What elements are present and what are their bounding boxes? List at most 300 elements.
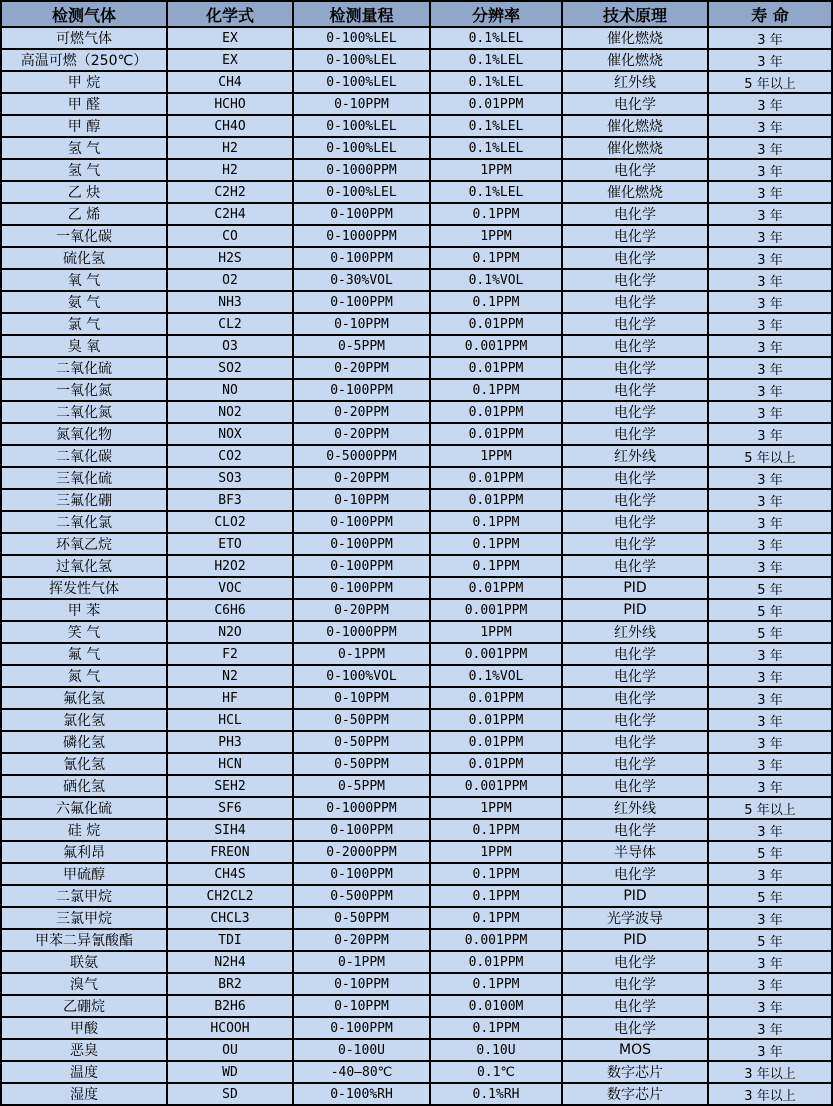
cell-gas-name: 氨 气	[1, 291, 167, 313]
cell-detection-range: 0-5PPM	[293, 335, 430, 357]
table-row	[1, 445, 832, 467]
cell-gas-name: 可燃气体	[1, 27, 167, 49]
table-row	[1, 775, 832, 797]
cell-gas-name: 氟利昂	[1, 841, 167, 863]
table-row	[1, 71, 832, 93]
cell-detection-range: 0-100%RH	[293, 1083, 430, 1105]
cell-detection-range: 0-1PPM	[293, 643, 430, 665]
cell-technology-principle: 电化学	[562, 379, 708, 401]
cell-lifespan: 3 年	[708, 225, 832, 247]
cell-detection-range: 0-50PPM	[293, 731, 430, 753]
cell-chemical-formula: NH3	[167, 291, 293, 313]
cell-technology-principle: 电化学	[562, 467, 708, 489]
cell-chemical-formula: CH4S	[167, 863, 293, 885]
cell-technology-principle: 半导体	[562, 841, 708, 863]
cell-resolution: 0.001PPM	[430, 643, 562, 665]
cell-resolution: 1PPM	[430, 159, 562, 181]
cell-chemical-formula: H2	[167, 159, 293, 181]
cell-detection-range: 0-100PPM	[293, 533, 430, 555]
cell-resolution: 0.1PPM	[430, 291, 562, 313]
table-head	[1, 1, 832, 27]
cell-detection-range: 0-1000PPM	[293, 225, 430, 247]
cell-resolution: 0.01PPM	[430, 753, 562, 775]
table-row	[1, 907, 832, 929]
table-row	[1, 27, 832, 49]
cell-resolution: 0.01PPM	[430, 467, 562, 489]
table-row	[1, 269, 832, 291]
table-row	[1, 335, 832, 357]
cell-chemical-formula: EX	[167, 49, 293, 71]
header-row	[1, 1, 832, 27]
cell-technology-principle: 电化学	[562, 709, 708, 731]
table-body	[1, 27, 832, 1105]
cell-technology-principle: 电化学	[562, 863, 708, 885]
cell-resolution: 0.01PPM	[430, 687, 562, 709]
cell-detection-range: 0-1PPM	[293, 951, 430, 973]
cell-gas-name: 过氧化氢	[1, 555, 167, 577]
cell-chemical-formula: SIH4	[167, 819, 293, 841]
cell-detection-range: 0-100%LEL	[293, 181, 430, 203]
cell-technology-principle: 电化学	[562, 225, 708, 247]
cell-chemical-formula: N2O	[167, 621, 293, 643]
table-row	[1, 93, 832, 115]
cell-chemical-formula: O2	[167, 269, 293, 291]
cell-lifespan: 5 年	[708, 621, 832, 643]
cell-chemical-formula: BR2	[167, 973, 293, 995]
cell-technology-principle: 电化学	[562, 269, 708, 291]
cell-resolution: 0.001PPM	[430, 929, 562, 951]
cell-resolution: 0.01PPM	[430, 951, 562, 973]
cell-technology-principle: 电化学	[562, 753, 708, 775]
cell-gas-name: 三氟化硼	[1, 489, 167, 511]
cell-gas-name: 乙 烯	[1, 203, 167, 225]
cell-chemical-formula: NOX	[167, 423, 293, 445]
table-row	[1, 643, 832, 665]
cell-resolution: 0.1PPM	[430, 1017, 562, 1039]
cell-chemical-formula: N2H4	[167, 951, 293, 973]
cell-gas-name: 甲 烷	[1, 71, 167, 93]
cell-technology-principle: 电化学	[562, 313, 708, 335]
cell-detection-range: 0-1000PPM	[293, 797, 430, 819]
table-row	[1, 555, 832, 577]
cell-technology-principle: 红外线	[562, 621, 708, 643]
cell-detection-range: 0-100PPM	[293, 577, 430, 599]
cell-lifespan: 3 年	[708, 533, 832, 555]
table-row	[1, 665, 832, 687]
column-header-technology-principle: 技术原理	[562, 1, 708, 27]
cell-resolution: 0.1%RH	[430, 1083, 562, 1105]
cell-detection-range: 0-20PPM	[293, 929, 430, 951]
cell-technology-principle: 电化学	[562, 775, 708, 797]
cell-lifespan: 3 年	[708, 863, 832, 885]
cell-resolution: 0.1%VOL	[430, 269, 562, 291]
cell-gas-name: 一氧化氮	[1, 379, 167, 401]
table-row	[1, 1061, 832, 1083]
cell-lifespan: 3 年	[708, 951, 832, 973]
table-row	[1, 929, 832, 951]
table-row	[1, 357, 832, 379]
cell-gas-name: 氢 气	[1, 137, 167, 159]
table-row	[1, 885, 832, 907]
cell-resolution: 0.1PPM	[430, 885, 562, 907]
cell-chemical-formula: CO2	[167, 445, 293, 467]
table-row	[1, 291, 832, 313]
cell-technology-principle: 红外线	[562, 797, 708, 819]
cell-gas-name: 甲 苯	[1, 599, 167, 621]
cell-chemical-formula: TDI	[167, 929, 293, 951]
cell-gas-name: 氯化氢	[1, 709, 167, 731]
cell-lifespan: 5 年	[708, 885, 832, 907]
cell-resolution: 0.1PPM	[430, 973, 562, 995]
cell-chemical-formula: FREON	[167, 841, 293, 863]
cell-lifespan: 3 年	[708, 973, 832, 995]
cell-lifespan: 3 年以上	[708, 1061, 832, 1083]
cell-technology-principle: 电化学	[562, 335, 708, 357]
cell-lifespan: 5 年以上	[708, 445, 832, 467]
cell-technology-principle: 电化学	[562, 643, 708, 665]
cell-detection-range: 0-5000PPM	[293, 445, 430, 467]
cell-detection-range: 0-100PPM	[293, 247, 430, 269]
column-header-detection-range: 检测量程	[293, 1, 430, 27]
cell-gas-name: 磷化氢	[1, 731, 167, 753]
cell-detection-range: 0-20PPM	[293, 357, 430, 379]
cell-technology-principle: 电化学	[562, 357, 708, 379]
cell-gas-name: 环氧乙烷	[1, 533, 167, 555]
cell-gas-name: 笑 气	[1, 621, 167, 643]
cell-detection-range: 0-100%LEL	[293, 115, 430, 137]
cell-lifespan: 3 年	[708, 643, 832, 665]
cell-resolution: 1PPM	[430, 797, 562, 819]
cell-lifespan: 3 年	[708, 423, 832, 445]
cell-lifespan: 3 年	[708, 49, 832, 71]
cell-technology-principle: 电化学	[562, 731, 708, 753]
cell-technology-principle: 电化学	[562, 247, 708, 269]
cell-detection-range: 0-100PPM	[293, 863, 430, 885]
cell-gas-name: 甲苯二异氰酸酯	[1, 929, 167, 951]
cell-chemical-formula: C6H6	[167, 599, 293, 621]
cell-chemical-formula: H2	[167, 137, 293, 159]
cell-detection-range: 0-100%LEL	[293, 71, 430, 93]
cell-detection-range: 0-100%LEL	[293, 27, 430, 49]
cell-gas-name: 一氧化碳	[1, 225, 167, 247]
cell-technology-principle: PID	[562, 885, 708, 907]
cell-technology-principle: 红外线	[562, 445, 708, 467]
cell-lifespan: 3 年以上	[708, 1083, 832, 1105]
table-row	[1, 1017, 832, 1039]
cell-technology-principle: 催化燃烧	[562, 181, 708, 203]
cell-detection-range: 0-20PPM	[293, 423, 430, 445]
cell-chemical-formula: HF	[167, 687, 293, 709]
cell-lifespan: 3 年	[708, 115, 832, 137]
cell-gas-name: 二氧化硫	[1, 357, 167, 379]
cell-gas-name: 氮 气	[1, 665, 167, 687]
table-row	[1, 115, 832, 137]
cell-lifespan: 3 年	[708, 379, 832, 401]
cell-detection-range: 0-20PPM	[293, 599, 430, 621]
cell-lifespan: 3 年	[708, 357, 832, 379]
cell-technology-principle: 电化学	[562, 951, 708, 973]
table-row	[1, 489, 832, 511]
cell-gas-name: 温度	[1, 1061, 167, 1083]
table-row	[1, 181, 832, 203]
cell-gas-name: 恶臭	[1, 1039, 167, 1061]
cell-lifespan: 3 年	[708, 1017, 832, 1039]
cell-chemical-formula: CL2	[167, 313, 293, 335]
cell-detection-range: 0-20PPM	[293, 401, 430, 423]
cell-chemical-formula: PH3	[167, 731, 293, 753]
cell-gas-name: 氮氧化物	[1, 423, 167, 445]
cell-detection-range: 0-10PPM	[293, 995, 430, 1017]
cell-technology-principle: 光学波导	[562, 907, 708, 929]
cell-technology-principle: 催化燃烧	[562, 137, 708, 159]
cell-resolution: 0.1PPM	[430, 907, 562, 929]
table-row	[1, 709, 832, 731]
cell-chemical-formula: SF6	[167, 797, 293, 819]
cell-technology-principle: 电化学	[562, 995, 708, 1017]
cell-gas-name: 二氧化碳	[1, 445, 167, 467]
cell-gas-name: 二氧化氯	[1, 511, 167, 533]
cell-chemical-formula: H2S	[167, 247, 293, 269]
cell-detection-range: 0-10PPM	[293, 973, 430, 995]
column-header-gas-name: 检测气体	[1, 1, 167, 27]
cell-technology-principle: 电化学	[562, 401, 708, 423]
cell-technology-principle: 电化学	[562, 93, 708, 115]
cell-detection-range: 0-100%VOL	[293, 665, 430, 687]
cell-gas-name: 甲 醛	[1, 93, 167, 115]
cell-detection-range: 0-100%LEL	[293, 137, 430, 159]
table-row	[1, 951, 832, 973]
cell-chemical-formula: CH4O	[167, 115, 293, 137]
cell-technology-principle: 电化学	[562, 203, 708, 225]
table-row	[1, 423, 832, 445]
cell-technology-principle: 电化学	[562, 665, 708, 687]
cell-technology-principle: 电化学	[562, 555, 708, 577]
cell-chemical-formula: H2O2	[167, 555, 293, 577]
table-row	[1, 1083, 832, 1105]
cell-gas-name: 乙 炔	[1, 181, 167, 203]
cell-resolution: 0.01PPM	[430, 489, 562, 511]
cell-lifespan: 3 年	[708, 203, 832, 225]
cell-chemical-formula: C2H2	[167, 181, 293, 203]
cell-resolution: 0.1%LEL	[430, 49, 562, 71]
cell-chemical-formula: C2H4	[167, 203, 293, 225]
table-row	[1, 313, 832, 335]
cell-chemical-formula: CH2CL2	[167, 885, 293, 907]
cell-chemical-formula: VOC	[167, 577, 293, 599]
cell-lifespan: 5 年	[708, 599, 832, 621]
cell-resolution: 0.1%LEL	[430, 181, 562, 203]
cell-lifespan: 3 年	[708, 489, 832, 511]
table-row	[1, 225, 832, 247]
cell-resolution: 0.01PPM	[430, 423, 562, 445]
cell-lifespan: 3 年	[708, 731, 832, 753]
cell-detection-range: 0-50PPM	[293, 709, 430, 731]
cell-lifespan: 3 年	[708, 511, 832, 533]
cell-resolution: 0.1PPM	[430, 247, 562, 269]
cell-detection-range: 0-10PPM	[293, 93, 430, 115]
cell-gas-name: 挥发性气体	[1, 577, 167, 599]
cell-gas-name: 氧 气	[1, 269, 167, 291]
cell-detection-range: 0-100PPM	[293, 203, 430, 225]
cell-resolution: 0.1%VOL	[430, 665, 562, 687]
cell-detection-range: 0-100U	[293, 1039, 430, 1061]
cell-gas-name: 二氯甲烷	[1, 885, 167, 907]
cell-lifespan: 3 年	[708, 467, 832, 489]
cell-resolution: 0.001PPM	[430, 335, 562, 357]
table-row	[1, 467, 832, 489]
cell-chemical-formula: OU	[167, 1039, 293, 1061]
cell-technology-principle: 红外线	[562, 71, 708, 93]
cell-chemical-formula: CLO2	[167, 511, 293, 533]
cell-resolution: 0.0100M	[430, 995, 562, 1017]
cell-resolution: 0.01PPM	[430, 577, 562, 599]
cell-detection-range: 0-10PPM	[293, 489, 430, 511]
cell-chemical-formula: B2H6	[167, 995, 293, 1017]
cell-lifespan: 5 年以上	[708, 71, 832, 93]
cell-lifespan: 3 年	[708, 907, 832, 929]
table-row	[1, 863, 832, 885]
cell-technology-principle: 电化学	[562, 533, 708, 555]
table-row	[1, 797, 832, 819]
cell-lifespan: 5 年以上	[708, 797, 832, 819]
column-header-lifespan: 寿 命	[708, 1, 832, 27]
cell-detection-range: 0-5PPM	[293, 775, 430, 797]
cell-technology-principle: 数字芯片	[562, 1061, 708, 1083]
cell-technology-principle: 电化学	[562, 819, 708, 841]
table-row	[1, 841, 832, 863]
cell-chemical-formula: NO2	[167, 401, 293, 423]
cell-lifespan: 3 年	[708, 665, 832, 687]
cell-lifespan: 3 年	[708, 401, 832, 423]
table-row	[1, 379, 832, 401]
cell-detection-range: -40—80℃	[293, 1061, 430, 1083]
cell-gas-name: 湿度	[1, 1083, 167, 1105]
cell-gas-name: 硒化氢	[1, 775, 167, 797]
cell-technology-principle: 电化学	[562, 1017, 708, 1039]
cell-lifespan: 5 年	[708, 929, 832, 951]
cell-lifespan: 3 年	[708, 555, 832, 577]
cell-detection-range: 0-100PPM	[293, 379, 430, 401]
cell-technology-principle: 催化燃烧	[562, 49, 708, 71]
cell-resolution: 0.1PPM	[430, 533, 562, 555]
cell-gas-name: 硅 烷	[1, 819, 167, 841]
table-row	[1, 401, 832, 423]
cell-chemical-formula: SEH2	[167, 775, 293, 797]
cell-gas-name: 氟化氢	[1, 687, 167, 709]
cell-lifespan: 3 年	[708, 159, 832, 181]
cell-chemical-formula: CH4	[167, 71, 293, 93]
cell-detection-range: 0-100%LEL	[293, 49, 430, 71]
cell-technology-principle: MOS	[562, 1039, 708, 1061]
cell-technology-principle: PID	[562, 577, 708, 599]
cell-detection-range: 0-30%VOL	[293, 269, 430, 291]
cell-chemical-formula: SO2	[167, 357, 293, 379]
table-row	[1, 599, 832, 621]
cell-gas-name: 乙硼烷	[1, 995, 167, 1017]
cell-lifespan: 3 年	[708, 269, 832, 291]
cell-resolution: 0.01PPM	[430, 93, 562, 115]
table-row	[1, 687, 832, 709]
cell-gas-name: 氯 气	[1, 313, 167, 335]
cell-lifespan: 3 年	[708, 27, 832, 49]
cell-technology-principle: 电化学	[562, 489, 708, 511]
cell-resolution: 0.1PPM	[430, 863, 562, 885]
cell-gas-name: 氟 气	[1, 643, 167, 665]
cell-resolution: 0.01PPM	[430, 731, 562, 753]
cell-detection-range: 0-50PPM	[293, 753, 430, 775]
cell-detection-range: 0-10PPM	[293, 687, 430, 709]
cell-lifespan: 3 年	[708, 137, 832, 159]
cell-resolution: 0.01PPM	[430, 313, 562, 335]
cell-chemical-formula: SO3	[167, 467, 293, 489]
cell-lifespan: 3 年	[708, 93, 832, 115]
cell-detection-range: 0-100PPM	[293, 819, 430, 841]
cell-detection-range: 0-1000PPM	[293, 621, 430, 643]
cell-technology-principle: PID	[562, 599, 708, 621]
cell-resolution: 0.1%LEL	[430, 71, 562, 93]
cell-lifespan: 5 年	[708, 841, 832, 863]
cell-chemical-formula: EX	[167, 27, 293, 49]
cell-technology-principle: 电化学	[562, 687, 708, 709]
cell-lifespan: 3 年	[708, 247, 832, 269]
cell-lifespan: 3 年	[708, 1039, 832, 1061]
cell-gas-name: 甲 醇	[1, 115, 167, 137]
cell-chemical-formula: SD	[167, 1083, 293, 1105]
cell-gas-name: 三氧化硫	[1, 467, 167, 489]
cell-technology-principle: 催化燃烧	[562, 115, 708, 137]
cell-lifespan: 3 年	[708, 819, 832, 841]
cell-chemical-formula: O3	[167, 335, 293, 357]
cell-detection-range: 0-100PPM	[293, 511, 430, 533]
cell-resolution: 0.1PPM	[430, 819, 562, 841]
cell-detection-range: 0-100PPM	[293, 555, 430, 577]
cell-detection-range: 0-500PPM	[293, 885, 430, 907]
cell-resolution: 0.01PPM	[430, 357, 562, 379]
cell-lifespan: 3 年	[708, 687, 832, 709]
cell-chemical-formula: CHCL3	[167, 907, 293, 929]
cell-resolution: 0.1%LEL	[430, 115, 562, 137]
cell-resolution: 0.01PPM	[430, 709, 562, 731]
cell-detection-range: 0-1000PPM	[293, 159, 430, 181]
table-row	[1, 247, 832, 269]
cell-gas-name: 硫化氢	[1, 247, 167, 269]
table-row	[1, 995, 832, 1017]
cell-lifespan: 3 年	[708, 709, 832, 731]
table-row	[1, 203, 832, 225]
cell-lifespan: 3 年	[708, 313, 832, 335]
table-row	[1, 621, 832, 643]
cell-chemical-formula: WD	[167, 1061, 293, 1083]
cell-lifespan: 5 年	[708, 577, 832, 599]
cell-technology-principle: PID	[562, 929, 708, 951]
cell-lifespan: 3 年	[708, 995, 832, 1017]
table-row	[1, 731, 832, 753]
cell-resolution: 0.1PPM	[430, 511, 562, 533]
cell-chemical-formula: HCHO	[167, 93, 293, 115]
cell-chemical-formula: HCN	[167, 753, 293, 775]
cell-resolution: 0.1PPM	[430, 379, 562, 401]
cell-gas-name: 溴气	[1, 973, 167, 995]
cell-chemical-formula: F2	[167, 643, 293, 665]
cell-resolution: 0.001PPM	[430, 599, 562, 621]
cell-technology-principle: 电化学	[562, 291, 708, 313]
cell-lifespan: 3 年	[708, 335, 832, 357]
cell-technology-principle: 电化学	[562, 511, 708, 533]
table-row	[1, 973, 832, 995]
cell-chemical-formula: ETO	[167, 533, 293, 555]
table-row	[1, 137, 832, 159]
cell-lifespan: 3 年	[708, 753, 832, 775]
